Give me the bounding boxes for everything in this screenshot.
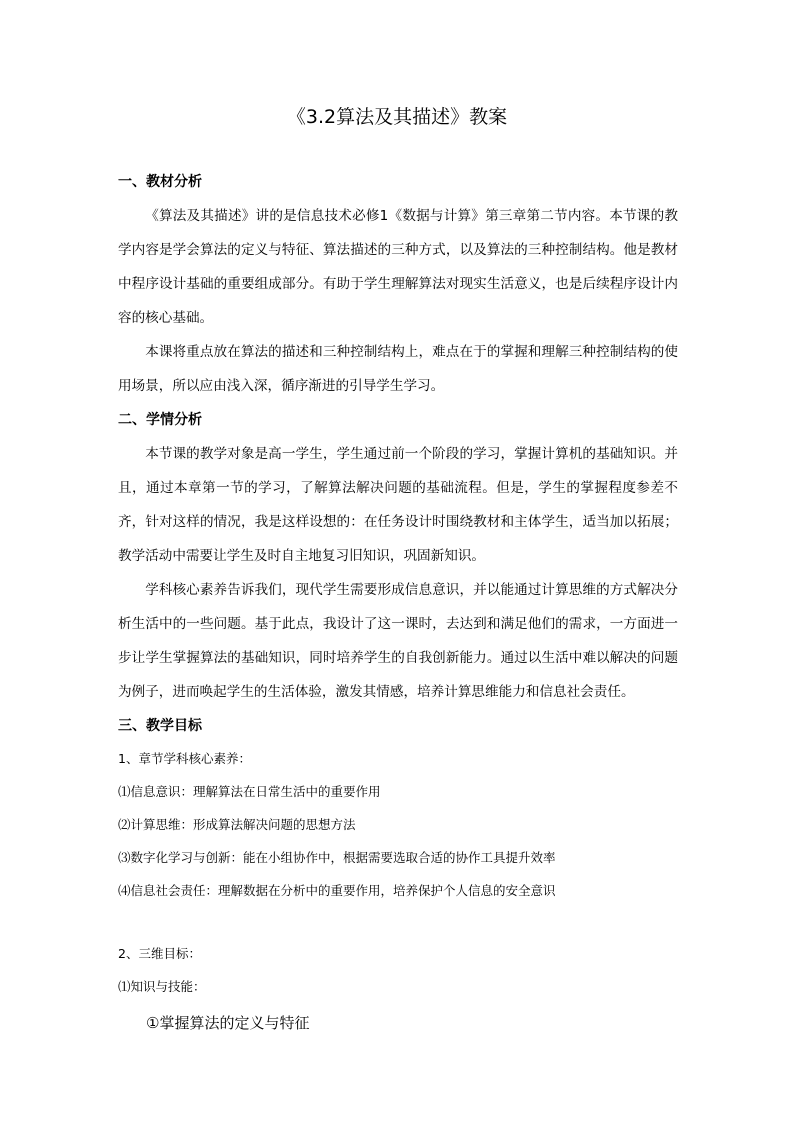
paragraph-textbook-analysis-1: 《算法及其描述》讲的是信息技术必修1《数据与计算》第三章第二节内容。本节课的教学内容是学会算法的定义与特征、算法描述的三种方式，以及算法的三种控制结构。他是教材中程序设计基础的重要组成部分。有助于学生理解算法对现实生活意义，也是后续程序设计内容的核心基础。	[118, 208, 678, 326]
paragraph-textbook-analysis-2: 本课将重点放在算法的描述和三种控制结构上，难点在于的掌握和理解三种控制结构的使用场景，所以应由浅入深，循序渐进的引导学生学习。	[118, 344, 678, 394]
section-heading-textbook-analysis: 一、教材分析	[118, 174, 202, 190]
paragraph-student-analysis-2: 学科核心素养告诉我们，现代学生需要形成信息意识，并以能通过计算思维的方式解决分析生活中的一些问题。基于此点，我设计了这一课时，去达到和满足他们的需求，一方面进一步让学生掌握算法的基础知识，同时培养学生的自我创新能力。通过以生活中难以解决的问题为例子，进而唤起学生的生活体验，激发其情感，培养计算思维能力和信息社会责任。	[118, 582, 678, 700]
goal-item-4: ⑷信息社会责任：理解数据在分析中的重要作用，培养保护个人信息的安全意识	[118, 883, 556, 898]
page-title: 《3.2算法及其描述》教案	[286, 106, 508, 128]
section-heading-student-analysis: 二、学情分析	[118, 412, 202, 428]
section-heading-teaching-goals: 三、教学目标	[118, 718, 202, 734]
goal-point-1: ①掌握算法的定义与特征	[146, 1014, 310, 1032]
goal-knowledge-skills: ⑴知识与技能：	[118, 979, 206, 994]
goal-three-dimensions-title: 2、三维目标：	[118, 946, 201, 961]
goal-item-3: ⑶数字化学习与创新：能在小组协作中，根据需要选取合适的协作工具提升效率	[118, 850, 556, 865]
goal-item-1: ⑴信息意识：理解算法在日常生活中的重要作用	[118, 784, 381, 799]
goal-item-2: ⑵计算思维：形成算法解决问题的思想方法	[118, 817, 356, 832]
goal-core-literacy-title: 1、章节学科核心素养：	[118, 751, 251, 766]
paragraph-student-analysis-1: 本节课的教学对象是高一学生，学生通过前一个阶段的学习，掌握计算机的基础知识。并且，通过本章第一节的学习，了解算法解决问题的基础流程。但是，学生的掌握程度参差不齐，针对这样的情况，我是这样设想的：在任务设计时围绕教材和主体学生，适当加以拓展；教学活动中需要让学生及时自主地复习旧知识，巩固新知识。	[118, 446, 678, 564]
document-body	[118, 172, 678, 1038]
